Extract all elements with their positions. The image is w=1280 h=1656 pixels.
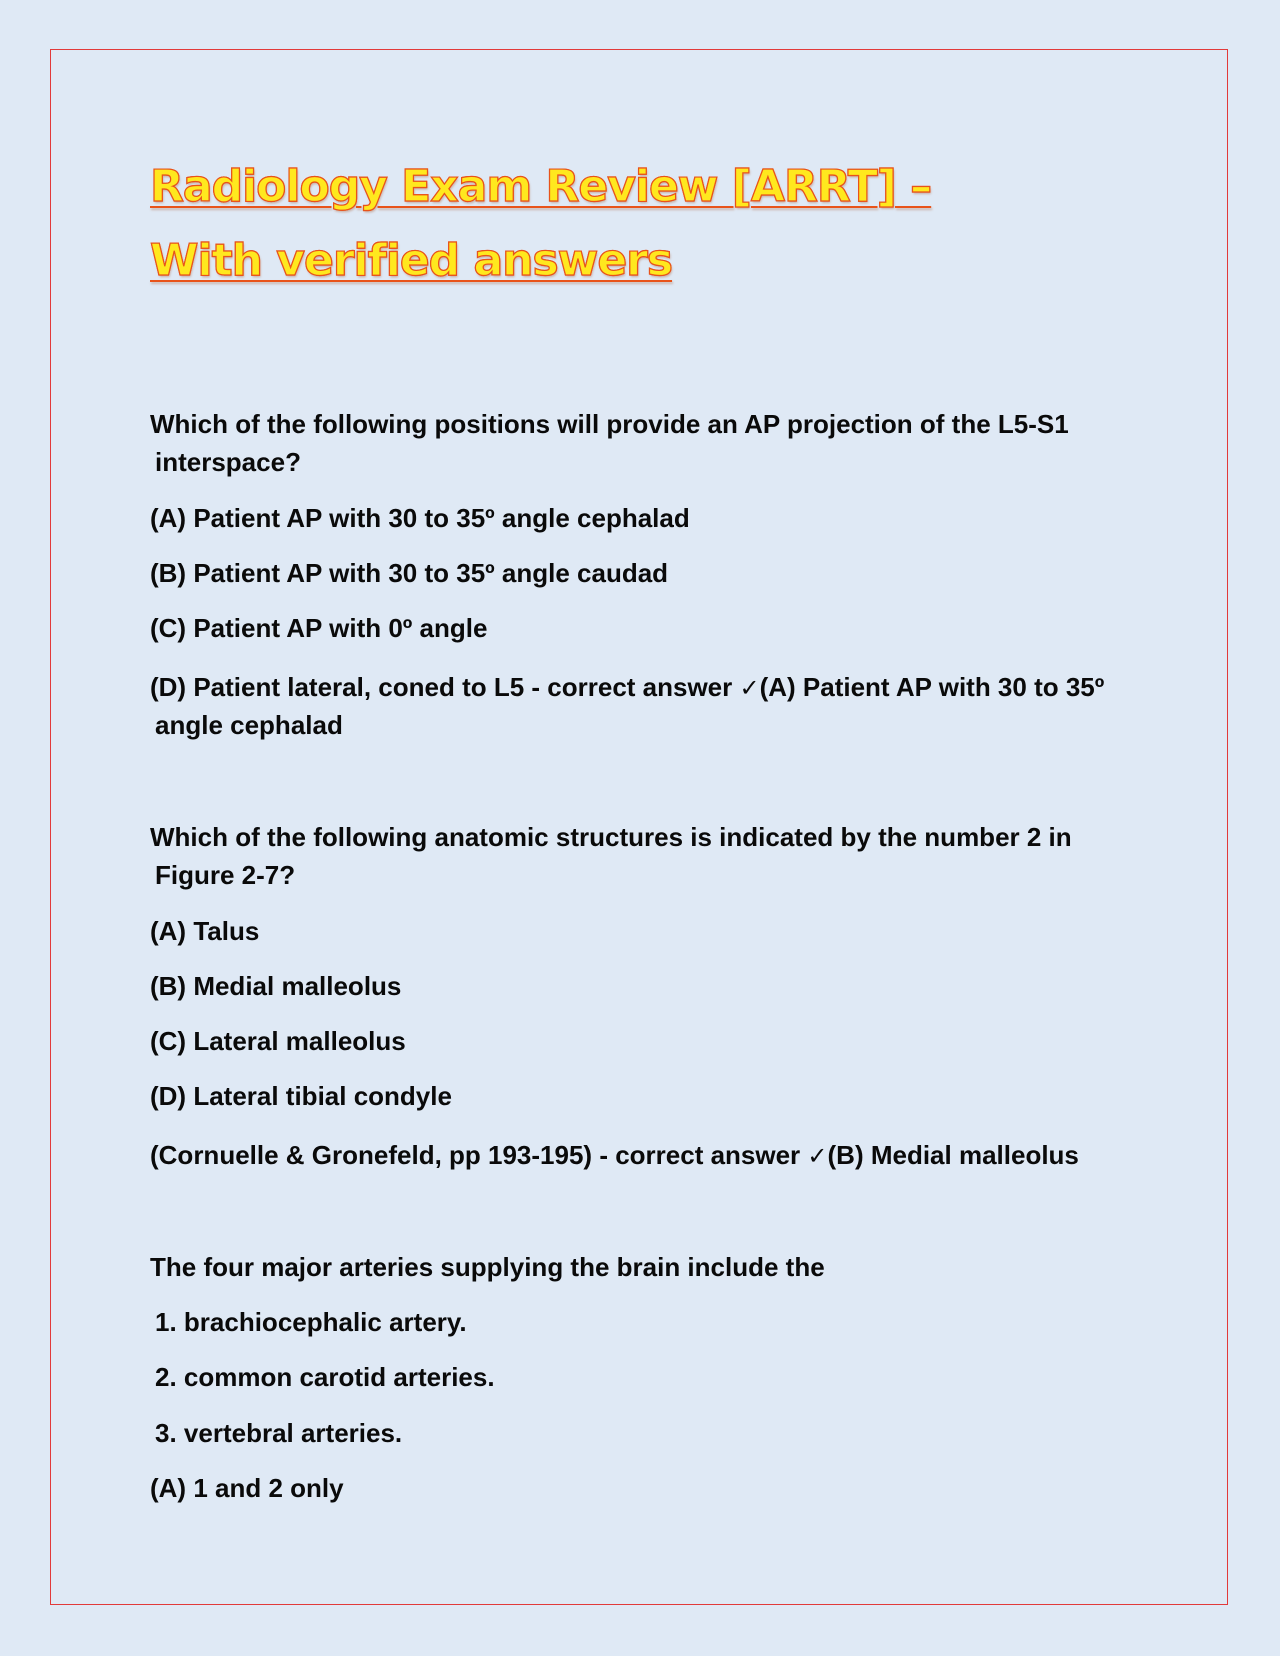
checkmark-icon: ✓ [739,674,760,702]
question-3-item-2: 2. common carotid arteries. [155,1362,495,1392]
document-title: Radiology Exam Review [ARRT] – With verified answers [150,161,932,286]
question-2-option-a: (A) Talus [150,916,260,946]
question-3-stem: The four major arteries supplying the brain include the [150,1252,825,1282]
question-3-item-3: 3. vertebral arteries. [155,1418,403,1448]
question-1-option-d-answer-prefix: (D) Patient lateral, coned to L5 - correct answer [150,672,740,702]
question-3-option-a: (A) 1 and 2 only [150,1473,344,1503]
question-2-answer-line [150,1136,1079,1175]
question-1-option-a: (A) Patient AP with 30 to 35º angle cephalad [150,503,690,533]
question-1-option-b: (B) Patient AP with 30 to 35º angle caudad [150,558,669,588]
question-1-answer-continuation: angle cephalad [155,710,343,740]
question-2-option-d: (D) Lateral tibial condyle [150,1081,452,1111]
question-3-item-1: 1. brachiocephalic artery. [155,1307,467,1337]
question-1-correct-answer: (A) Patient AP with 30 to 35º [759,672,1105,702]
question-2-correct-answer: (B) Medial malleolus [827,1140,1079,1170]
question-1-stem-line-2: interspace? [155,447,301,477]
question-1-option-c: (C) Patient AP with 0º angle [150,613,488,643]
question-2-answer-prefix: (Cornuelle & Gronefeld, pp 193-195) - correct answer [150,1140,808,1170]
question-2-stem-line-1: Which of the following anatomic structures is indicated by the number 2 in [150,822,1072,852]
question-2-option-b: (B) Medial malleolus [150,971,402,1001]
question-2-option-c: (C) Lateral malleolus [150,1026,406,1056]
question-1-stem-line-1: Which of the following positions will provide an AP projection of the L5-S1 [150,409,1069,439]
question-2-stem-line-2: Figure 2-7? [155,860,296,890]
question-1-answer-line [150,668,1104,707]
checkmark-icon: ✓ [807,1142,828,1170]
